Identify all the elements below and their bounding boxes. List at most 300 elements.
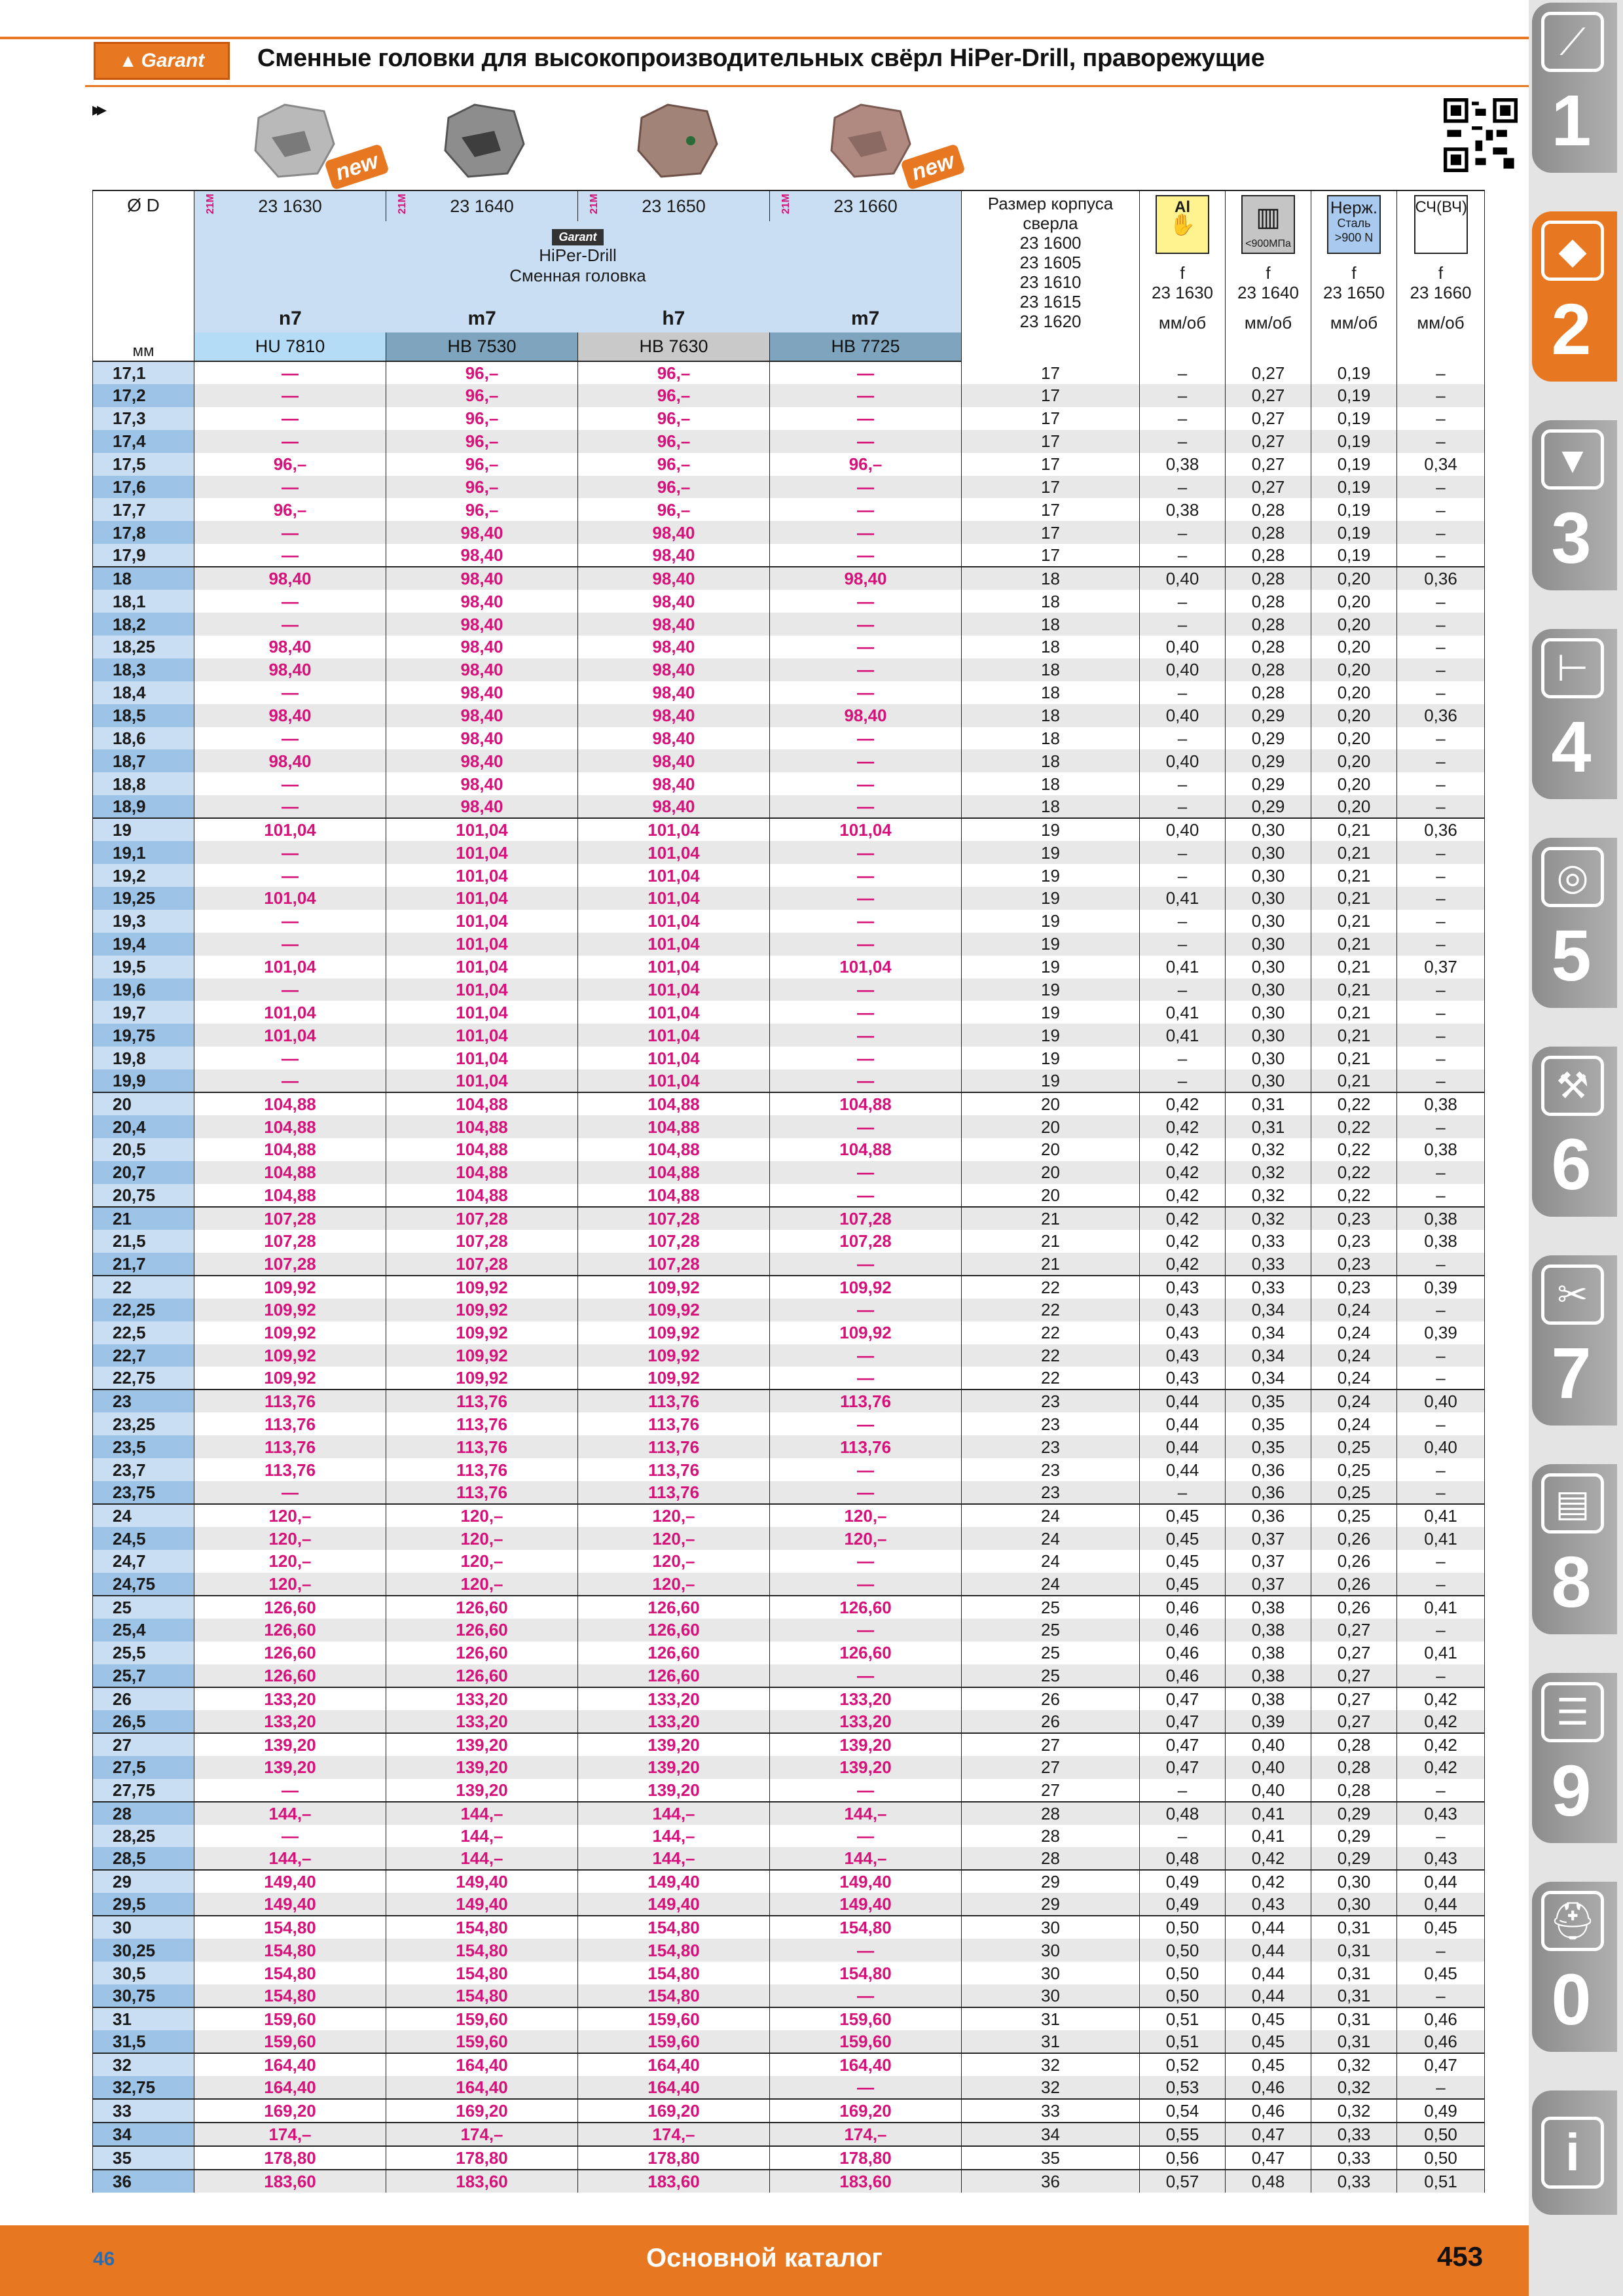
- chapter-tab-9[interactable]: [1532, 1673, 1617, 1843]
- feed-cell: –: [1397, 933, 1485, 956]
- feed-cell: 0,41: [1140, 956, 1226, 978]
- feed-cell: 0,34: [1226, 1299, 1311, 1321]
- body-size-cell: 26: [962, 1687, 1140, 1710]
- table-row: [93, 1939, 1485, 1962]
- price-cell: 144,–: [578, 1825, 770, 1848]
- feed-cell: 0,22: [1311, 1161, 1397, 1184]
- body-size-cell: 18: [962, 772, 1140, 795]
- feed-cell: –: [1140, 521, 1226, 544]
- price-cell: 154,80: [194, 1984, 386, 2007]
- feed-cell: 0,49: [1397, 2099, 1485, 2123]
- chapter-tab-i[interactable]: [1532, 2090, 1617, 2215]
- price-cell: 101,04: [194, 887, 386, 910]
- price-cell: 98,40: [578, 636, 770, 658]
- table-row: [93, 453, 1485, 476]
- price-cell: 126,60: [194, 1596, 386, 1619]
- table-row: [93, 613, 1485, 636]
- price-cell: 139,20: [386, 1779, 578, 1802]
- price-cell: 126,60: [194, 1664, 386, 1687]
- price-cell: 96,–: [386, 476, 578, 499]
- material-label: Нерж.: [1330, 198, 1378, 217]
- price-cell: 154,80: [194, 1939, 386, 1962]
- feed-cell: 0,46: [1397, 2030, 1485, 2053]
- price-cell: 101,04: [386, 1024, 578, 1047]
- chapter-number: 9: [1551, 1751, 1592, 1831]
- feed-cell: 0,30: [1226, 933, 1311, 956]
- diameter-cell: 17,4: [93, 430, 194, 453]
- price-cell: 101,04: [770, 956, 962, 978]
- price-cell: 107,28: [386, 1207, 578, 1230]
- feed-cell: 0,38: [1226, 1596, 1311, 1619]
- price-cell: 96,–: [578, 498, 770, 521]
- body-size-cell: 18: [962, 590, 1140, 613]
- table-row: [93, 1984, 1485, 2007]
- price-cell: 159,60: [770, 2007, 962, 2030]
- feed-cell: 0,47: [1226, 2146, 1311, 2170]
- diameter-cell: 30,25: [93, 1939, 194, 1962]
- feed-cell: 0,28: [1226, 544, 1311, 567]
- body-size-cell: 22: [962, 1367, 1140, 1390]
- price-cell: 159,60: [194, 2007, 386, 2030]
- feed-cell: –: [1397, 430, 1485, 453]
- table-row: [93, 476, 1485, 499]
- feed-cell: 0,38: [1226, 1619, 1311, 1641]
- body-size-cell: 19: [962, 1024, 1140, 1047]
- price-cell: 133,20: [578, 1710, 770, 1733]
- price-cell: —: [194, 613, 386, 636]
- article-header-2: [386, 190, 578, 221]
- price-cell: 104,88: [578, 1092, 770, 1115]
- feed-cell: 0,19: [1311, 521, 1397, 544]
- tolerance-label: m7: [467, 308, 496, 329]
- body-size-cell: 24: [962, 1504, 1140, 1527]
- price-cell: 183,60: [386, 2170, 578, 2193]
- price-cell: —: [770, 1344, 962, 1367]
- table-row: [93, 2030, 1485, 2053]
- price-cell: 139,20: [770, 1733, 962, 1756]
- feed-cell: –: [1140, 384, 1226, 407]
- price-cell: —: [770, 1047, 962, 1069]
- diameter-cell: 23,5: [93, 1435, 194, 1458]
- price-cell: 169,20: [386, 2099, 578, 2123]
- chapter-tab-8[interactable]: [1532, 1464, 1617, 1634]
- chapter-tab-1[interactable]: [1532, 3, 1617, 173]
- feed-cell: –: [1397, 1984, 1485, 2007]
- feed-cell: 0,41: [1397, 1504, 1485, 1527]
- footer-left-page: 46: [93, 2248, 115, 2270]
- price-cell: 109,92: [386, 1276, 578, 1299]
- feed-cell: –: [1140, 590, 1226, 613]
- feed-cell: 0,41: [1397, 1596, 1485, 1619]
- diameter-cell: 19,9: [93, 1069, 194, 1092]
- diameter-cell: 21,7: [93, 1253, 194, 1276]
- price-cell: 96,–: [194, 498, 386, 521]
- price-cell: 98,40: [194, 636, 386, 658]
- price-cell: 159,60: [386, 2030, 578, 2053]
- diameter-cell: 17,5: [93, 453, 194, 476]
- price-cell: —: [194, 521, 386, 544]
- diameter-cell: 22,25: [93, 1299, 194, 1321]
- price-cell: 126,60: [386, 1641, 578, 1664]
- price-cell: —: [194, 978, 386, 1001]
- feed-cell: 0,32: [1311, 2076, 1397, 2099]
- feed-cell: –: [1397, 1619, 1485, 1641]
- price-cell: —: [770, 1412, 962, 1435]
- price-cell: 101,04: [578, 1024, 770, 1047]
- table-row: [93, 498, 1485, 521]
- feed-cell: –: [1140, 361, 1226, 384]
- price-cell: 109,92: [194, 1367, 386, 1390]
- feed-cell: –: [1397, 407, 1485, 430]
- body-size-cell: 34: [962, 2123, 1140, 2146]
- price-cell: —: [770, 476, 962, 499]
- feed-unit: мм/об: [1244, 313, 1292, 332]
- price-cell: 144,–: [194, 1847, 386, 1870]
- feed-cell: 0,19: [1311, 384, 1397, 407]
- brand-line: HiPer-Drill: [539, 245, 617, 265]
- body-size-cell: 17: [962, 498, 1140, 521]
- feed-cell: 0,34: [1226, 1321, 1311, 1344]
- feed-cell: 0,40: [1226, 1733, 1311, 1756]
- feed-cell: –: [1140, 476, 1226, 499]
- price-cell: 101,04: [386, 841, 578, 864]
- feed-cell: –: [1140, 864, 1226, 887]
- diameter-cell: 35: [93, 2146, 194, 2170]
- table-row: [93, 956, 1485, 978]
- chapter-tab-6[interactable]: [1532, 1047, 1617, 1217]
- price-cell: 169,20: [194, 2099, 386, 2123]
- price-cell: —: [194, 681, 386, 704]
- feed-cell: 0,20: [1311, 772, 1397, 795]
- table-row: [93, 1207, 1485, 1230]
- table-row: [93, 2076, 1485, 2099]
- feed-cell: –: [1397, 1115, 1485, 1138]
- diameter-cell: 19,4: [93, 933, 194, 956]
- feed-cell: 0,33: [1226, 1276, 1311, 1299]
- price-cell: —: [770, 1664, 962, 1687]
- aluminium-icon: Al ✋: [1156, 195, 1209, 254]
- price-cell: 101,04: [578, 1047, 770, 1069]
- price-cell: 101,04: [194, 1024, 386, 1047]
- price-cell: 139,20: [194, 1733, 386, 1756]
- table-row: [93, 361, 1485, 384]
- diameter-cell: 27: [93, 1733, 194, 1756]
- price-cell: 96,–: [194, 453, 386, 476]
- diameter-cell: 18,9: [93, 795, 194, 818]
- feed-cell: 0,26: [1311, 1573, 1397, 1596]
- price-cell: 98,40: [578, 658, 770, 681]
- feed-cell: 0,32: [1226, 1184, 1311, 1207]
- feed-cell: 0,20: [1311, 795, 1397, 818]
- diameter-cell: 18,25: [93, 636, 194, 658]
- diameter-cell: 19,75: [93, 1024, 194, 1047]
- diameter-cell: 24: [93, 1504, 194, 1527]
- feed-cell: 0,42: [1140, 1230, 1226, 1253]
- price-cell: 96,–: [386, 361, 578, 384]
- feed-cell: 0,55: [1140, 2123, 1226, 2146]
- feed-cell: –: [1397, 1664, 1485, 1687]
- body-size-cell: 23: [962, 1412, 1140, 1435]
- table-row: [93, 1710, 1485, 1733]
- table-row: [93, 1825, 1485, 1848]
- price-cell: 98,40: [578, 613, 770, 636]
- price-cell: —: [194, 1825, 386, 1848]
- feed-cell: 0,27: [1311, 1687, 1397, 1710]
- feed-cell: –: [1140, 1779, 1226, 1802]
- table-row: [93, 1916, 1485, 1939]
- feed-cell: 0,19: [1311, 361, 1397, 384]
- body-size-cell: 22: [962, 1276, 1140, 1299]
- table-row: [93, 1184, 1485, 1207]
- price-cell: 104,88: [578, 1138, 770, 1161]
- feed-cell: 0,43: [1226, 1893, 1311, 1916]
- body-size-cell: 17: [962, 384, 1140, 407]
- body-size-cell: 30: [962, 1984, 1140, 2007]
- price-cell: 96,–: [386, 430, 578, 453]
- feed-symbol: f: [1180, 263, 1185, 283]
- feed-cell: 0,27: [1311, 1710, 1397, 1733]
- feed-cell: 0,45: [1140, 1504, 1226, 1527]
- feed-cell: 0,38: [1397, 1230, 1485, 1253]
- coating-code: HB 7725: [770, 332, 962, 361]
- feed-cell: 0,20: [1311, 658, 1397, 681]
- table-row: [93, 1299, 1485, 1321]
- price-cell: —: [770, 1367, 962, 1390]
- chapter-tab-7[interactable]: [1532, 1255, 1617, 1426]
- feed-cell: 0,26: [1311, 1596, 1397, 1619]
- feed-cell: 0,29: [1226, 749, 1311, 772]
- feed-cell: 0,31: [1311, 1916, 1397, 1939]
- price-cell: 101,04: [578, 956, 770, 978]
- feed-cell: 0,28: [1226, 613, 1311, 636]
- table-row: [93, 407, 1485, 430]
- price-cell: 164,40: [578, 2053, 770, 2076]
- price-cell: 101,04: [578, 933, 770, 956]
- table-row: [93, 2099, 1485, 2123]
- feed-cell: –: [1397, 681, 1485, 704]
- price-cell: 126,60: [578, 1641, 770, 1664]
- diameter-cell: 20: [93, 1092, 194, 1115]
- article-tag: 21M: [397, 194, 408, 215]
- diameter-cell: 19,25: [93, 887, 194, 910]
- body-size-cell: 18: [962, 727, 1140, 750]
- price-cell: 104,88: [770, 1092, 962, 1115]
- price-cell: —: [194, 795, 386, 818]
- price-cell: 149,40: [770, 1870, 962, 1893]
- body-size-cell: 20: [962, 1184, 1140, 1207]
- feed-cell: 0,20: [1311, 727, 1397, 750]
- chapter-number: 4: [1551, 707, 1592, 787]
- table-row: [93, 521, 1485, 544]
- price-cell: 107,28: [770, 1207, 962, 1230]
- body-size-cell: 27: [962, 1756, 1140, 1779]
- body-size-cell: 18: [962, 658, 1140, 681]
- price-cell: —: [194, 910, 386, 933]
- price-cell: 107,28: [194, 1253, 386, 1276]
- insert-icon: ◆: [1541, 221, 1604, 281]
- chapter-tab-4[interactable]: [1532, 629, 1617, 799]
- diameter-cell: 18,3: [93, 658, 194, 681]
- diameter-cell: 22: [93, 1276, 194, 1299]
- price-cell: 113,76: [578, 1390, 770, 1412]
- price-cell: 113,76: [386, 1458, 578, 1481]
- table-row: [93, 841, 1485, 864]
- diameter-cell: 19,5: [93, 956, 194, 978]
- material-steel-header: [1226, 190, 1311, 361]
- table-row: [93, 818, 1485, 841]
- diameter-cell: 30,75: [93, 1984, 194, 2007]
- price-cell: 109,92: [770, 1321, 962, 1344]
- article-header-1: [194, 190, 386, 221]
- body-size-cell: 19: [962, 887, 1140, 910]
- feed-cell: 0,19: [1311, 544, 1397, 567]
- price-cell: 126,60: [194, 1619, 386, 1641]
- price-cell: 154,80: [386, 1916, 578, 1939]
- price-cell: 139,20: [194, 1756, 386, 1779]
- body-size-cell: 23: [962, 1435, 1140, 1458]
- feed-cell: –: [1140, 841, 1226, 864]
- feed-cell: 0,27: [1226, 361, 1311, 384]
- feed-cell: 0,40: [1140, 704, 1226, 727]
- price-cell: 101,04: [578, 887, 770, 910]
- tolerance-label: h7: [662, 308, 685, 329]
- feed-cell: 0,21: [1311, 864, 1397, 887]
- chapter-number: 8: [1551, 1542, 1592, 1623]
- feed-cell: 0,19: [1311, 476, 1397, 499]
- price-cell: —: [770, 1115, 962, 1138]
- feed-cell: 0,46: [1226, 2099, 1311, 2123]
- diameter-cell: 29,5: [93, 1893, 194, 1916]
- garant-small-logo: Garant: [552, 229, 603, 245]
- price-cell: —: [770, 864, 962, 887]
- table-row: [93, 1115, 1485, 1138]
- diameter-cell: 24,75: [93, 1573, 194, 1596]
- chapter-tab-3[interactable]: [1532, 420, 1617, 590]
- material-stainless-header: [1311, 190, 1397, 361]
- feed-cell: 0,31: [1311, 2030, 1397, 2053]
- price-cell: —: [770, 681, 962, 704]
- body-size-cell: 17: [962, 430, 1140, 453]
- body-size-cell: 23: [962, 1458, 1140, 1481]
- feed-cell: 0,39: [1397, 1321, 1485, 1344]
- table-row: [93, 1024, 1485, 1047]
- feed-cell: 0,28: [1311, 1779, 1397, 1802]
- feed-cell: 0,45: [1226, 2007, 1311, 2030]
- price-cell: 98,40: [578, 772, 770, 795]
- body-size-cell: 29: [962, 1870, 1140, 1893]
- feed-cell: 0,43: [1140, 1321, 1226, 1344]
- diameter-cell: 22,5: [93, 1321, 194, 1344]
- price-cell: 154,80: [386, 1984, 578, 2007]
- feed-cell: –: [1140, 613, 1226, 636]
- feed-cell: 0,41: [1226, 1825, 1311, 1848]
- feed-cell: 0,36: [1397, 818, 1485, 841]
- diameter-cell: 17,6: [93, 476, 194, 499]
- price-cell: —: [770, 1001, 962, 1024]
- chapter-tab-5[interactable]: [1532, 838, 1617, 1008]
- feed-cell: 0,42: [1140, 1092, 1226, 1115]
- price-cell: —: [770, 1299, 962, 1321]
- feed-cell: 0,47: [1140, 1710, 1226, 1733]
- chapter-number: 6: [1551, 1124, 1592, 1205]
- feed-cell: 0,42: [1397, 1733, 1485, 1756]
- feed-cell: 0,28: [1226, 521, 1311, 544]
- price-cell: 120,–: [578, 1527, 770, 1550]
- feed-cell: –: [1397, 384, 1485, 407]
- body-size-cell: 19: [962, 1069, 1140, 1092]
- product-table: [92, 190, 1485, 2193]
- feed-cell: 0,21: [1311, 933, 1397, 956]
- price-cell: 113,76: [386, 1412, 578, 1435]
- feed-article: 23 1640: [1237, 283, 1299, 302]
- feed-cell: 0,46: [1140, 1619, 1226, 1641]
- feed-cell: 0,30: [1226, 818, 1311, 841]
- price-cell: —: [770, 795, 962, 818]
- price-cell: 109,92: [578, 1299, 770, 1321]
- chapter-tab-0[interactable]: [1532, 1882, 1617, 2052]
- table-row: [93, 1504, 1485, 1527]
- price-cell: 109,92: [386, 1299, 578, 1321]
- price-cell: 101,04: [386, 887, 578, 910]
- feed-cell: –: [1397, 1299, 1485, 1321]
- price-cell: 104,88: [578, 1115, 770, 1138]
- price-cell: 96,–: [578, 476, 770, 499]
- price-cell: 113,76: [578, 1412, 770, 1435]
- diameter-cell: 17,8: [93, 521, 194, 544]
- table-row: [93, 749, 1485, 772]
- feed-cell: 0,48: [1140, 1802, 1226, 1825]
- material-label: <900МПа: [1245, 238, 1291, 249]
- feed-cell: 0,35: [1226, 1412, 1311, 1435]
- article-header-3: [578, 190, 770, 221]
- price-cell: 98,40: [770, 704, 962, 727]
- feed-cell: 0,21: [1311, 1024, 1397, 1047]
- article-number: 23 1640: [450, 196, 514, 216]
- price-cell: —: [194, 361, 386, 384]
- feed-cell: 0,30: [1226, 910, 1311, 933]
- price-cell: 109,92: [194, 1321, 386, 1344]
- feed-cell: 0,20: [1311, 636, 1397, 658]
- price-cell: 109,92: [194, 1344, 386, 1367]
- feed-cell: 0,47: [1140, 1687, 1226, 1710]
- feed-cell: –: [1397, 772, 1485, 795]
- feed-cell: –: [1140, 978, 1226, 1001]
- price-cell: 98,40: [194, 567, 386, 590]
- chapter-tab-2[interactable]: [1532, 211, 1617, 382]
- feed-cell: 0,42: [1140, 1138, 1226, 1161]
- price-cell: 101,04: [386, 818, 578, 841]
- price-cell: 113,76: [386, 1435, 578, 1458]
- feed-cell: 0,23: [1311, 1230, 1397, 1253]
- diameter-cell: 20,7: [93, 1161, 194, 1184]
- chapter-number: 0: [1551, 1960, 1592, 2040]
- price-cell: —: [194, 430, 386, 453]
- body-size-cell: 28: [962, 1802, 1140, 1825]
- feed-cell: 0,25: [1311, 1481, 1397, 1504]
- feed-cell: 0,20: [1311, 613, 1397, 636]
- feed-cell: 0,44: [1226, 1962, 1311, 1984]
- feed-unit: мм/об: [1158, 313, 1207, 332]
- table-row: [93, 658, 1485, 681]
- feed-cell: 0,50: [1140, 1984, 1226, 2007]
- feed-cell: 0,44: [1140, 1412, 1226, 1435]
- price-cell: 120,–: [194, 1504, 386, 1527]
- table-row: [93, 1962, 1485, 1984]
- feed-cell: 0,42: [1226, 1870, 1311, 1893]
- feed-cell: 0,46: [1140, 1641, 1226, 1664]
- feed-cell: 0,45: [1226, 2030, 1311, 2053]
- body-size-cell: 18: [962, 749, 1140, 772]
